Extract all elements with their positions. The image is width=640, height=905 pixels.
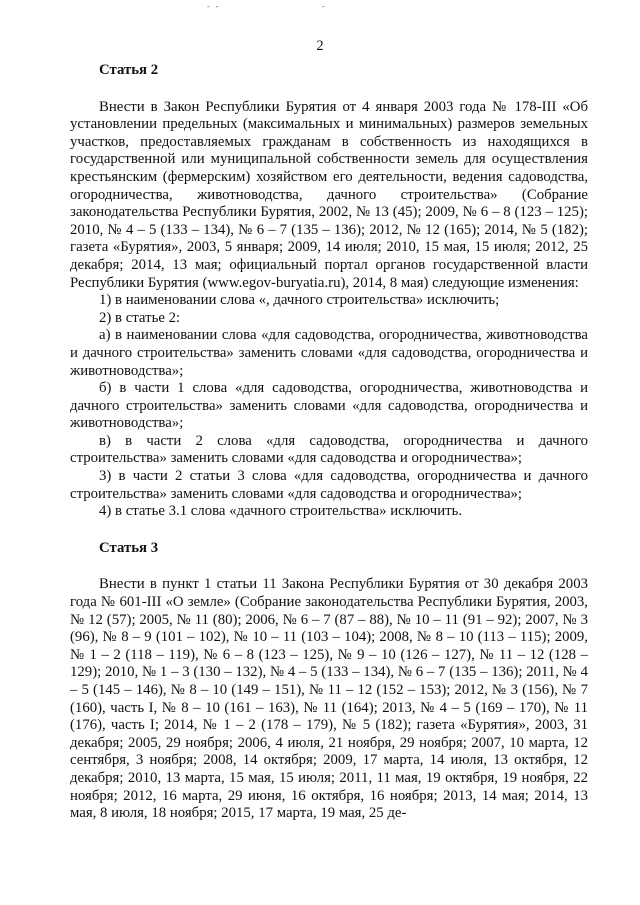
article-2-item-2v: в) в части 2 слова «для садоводства, огородничества и дачного строительства» заменить словами «для садоводства и огородничества»; xyxy=(70,432,588,467)
article-2-item-1: 1) в наименовании слова «, дачного строительства» исключить; xyxy=(99,292,500,309)
article-3-heading: Статья 3 xyxy=(99,539,159,556)
article-3-intro: Внести в пункт 1 статьи 11 Закона Республики Бурятия от 30 декабря 2003 года № 601-III «О земле» (Собрание законодательства Республики Бурятия, 2003, № 12 (57); 2005, № 11 (80); 2006, № 6 – 7 (87 – 88), № 10 – 11 (91 – 92); 2007, № 3 (96), № 8 – 9 (101 – 102), № 10 – 11 (103 – 104); 2008, № 8 – 10 (113 – 115); 2009, № 1 – 2 (118 – 119), № 6 – 8 (123 – 125), № 9 – 10 (126 – 127), № 11 – 12 (128 – 129); 2010, № 1 – 3 (130 – 132), № 4 – 5 (133 – 134), № 6 – 7 (135 – 136); 2011, № 4 – 5 (145 – 146), № 8 – 10 (149 – 151), № 11 – 12 (152 – 153); 2012, № 3 (156), № 7 (160), часть I, № 8 – 10 (161 – 163), № 11 (164); 2013, № 4 – 5 (169 – 170), № 11 (176), часть I; 2014, № 1 – 2 (178 – 179), № 5 (182); газета «Бурятия», 2003, 31 декабря; 2005, 29 ноября; 2006, 4 июля, 21 ноября, 29 ноября; 2007, 10 марта, 12 сентября, 3 ноября; 2008, 14 октября; 2009, 17 марта, 14 июля, 13 октября, 12 декабря; 2010, 13 марта, 15 мая, 15 июля; 2011, 11 мая, 19 октября, 19 ноября, 22 ноября; 2012, 16 марта, 29 июня, 16 октября, 16 ноября; 2013, 14 мая; 2014, 13 мая, 8 июля, 18 ноября; 2015, 17 марта, 19 мая, 25 де- xyxy=(70,576,588,822)
scan-mark-left: - - xyxy=(207,2,221,11)
article-2-item-3: 3) в части 2 статьи 3 слова «для садоводства, огородничества и дачного строительства» заменить словами «для садоводства и огородничества»; xyxy=(70,468,588,502)
article-2-item-4: 4) в статье 3.1 слова «дачного строительства» исключить. xyxy=(99,503,463,520)
article-2-heading: Статья 2 xyxy=(99,62,159,78)
scan-mark-right: - xyxy=(322,2,327,11)
article-2-intro: Внести в Закон Республики Бурятия от 4 января 2003 года № 178-III «Об установлении предельных (максимальных и минимальных) размеров земельных участков, предоставляемых гражданам в собственность из находящихся в государственной или муниципальной собственности земель для осуществления крестьянским (фермерским) хозяйством его деятельности, ведения садоводства, огородничества, животноводства, дачного строительства» (Собрание законодательства Республики Бурятия, 2002, № 13 (45); 2009, № 6 – 8 (123 – 125); 2010, № 4 – 5 (133 – 134), № 6 – 7 (135 – 136); 2012, № 12 (165); 2014, № 5 (182); газета «Бурятия», 2003, 5 января; 2009, 14 июля; 2010, 15 мая, 15 июля; 2012, 25 декабря; 2014, 13 мая; официальный портал органов государственной власти Республики Бурятия (www.egov-buryatia.ru), 2014, 8 мая) следующие изменения: xyxy=(70,98,588,291)
document-body xyxy=(70,62,588,823)
article-2-item-2a: а) в наименовании слова «для садоводства, огородничества, животноводства и дачного строительства» заменить словами «для садоводства, огородничества и животноводства»; xyxy=(70,327,588,379)
article-2-item-2b: б) в части 1 слова «для садоводства, огородничества, животноводства и дачного строительства» заменить словами «для садоводства, огородничества и животноводства»; xyxy=(70,380,588,432)
article-2-item-2: 2) в статье 2: xyxy=(99,309,181,326)
page-number: 2 xyxy=(316,38,324,54)
